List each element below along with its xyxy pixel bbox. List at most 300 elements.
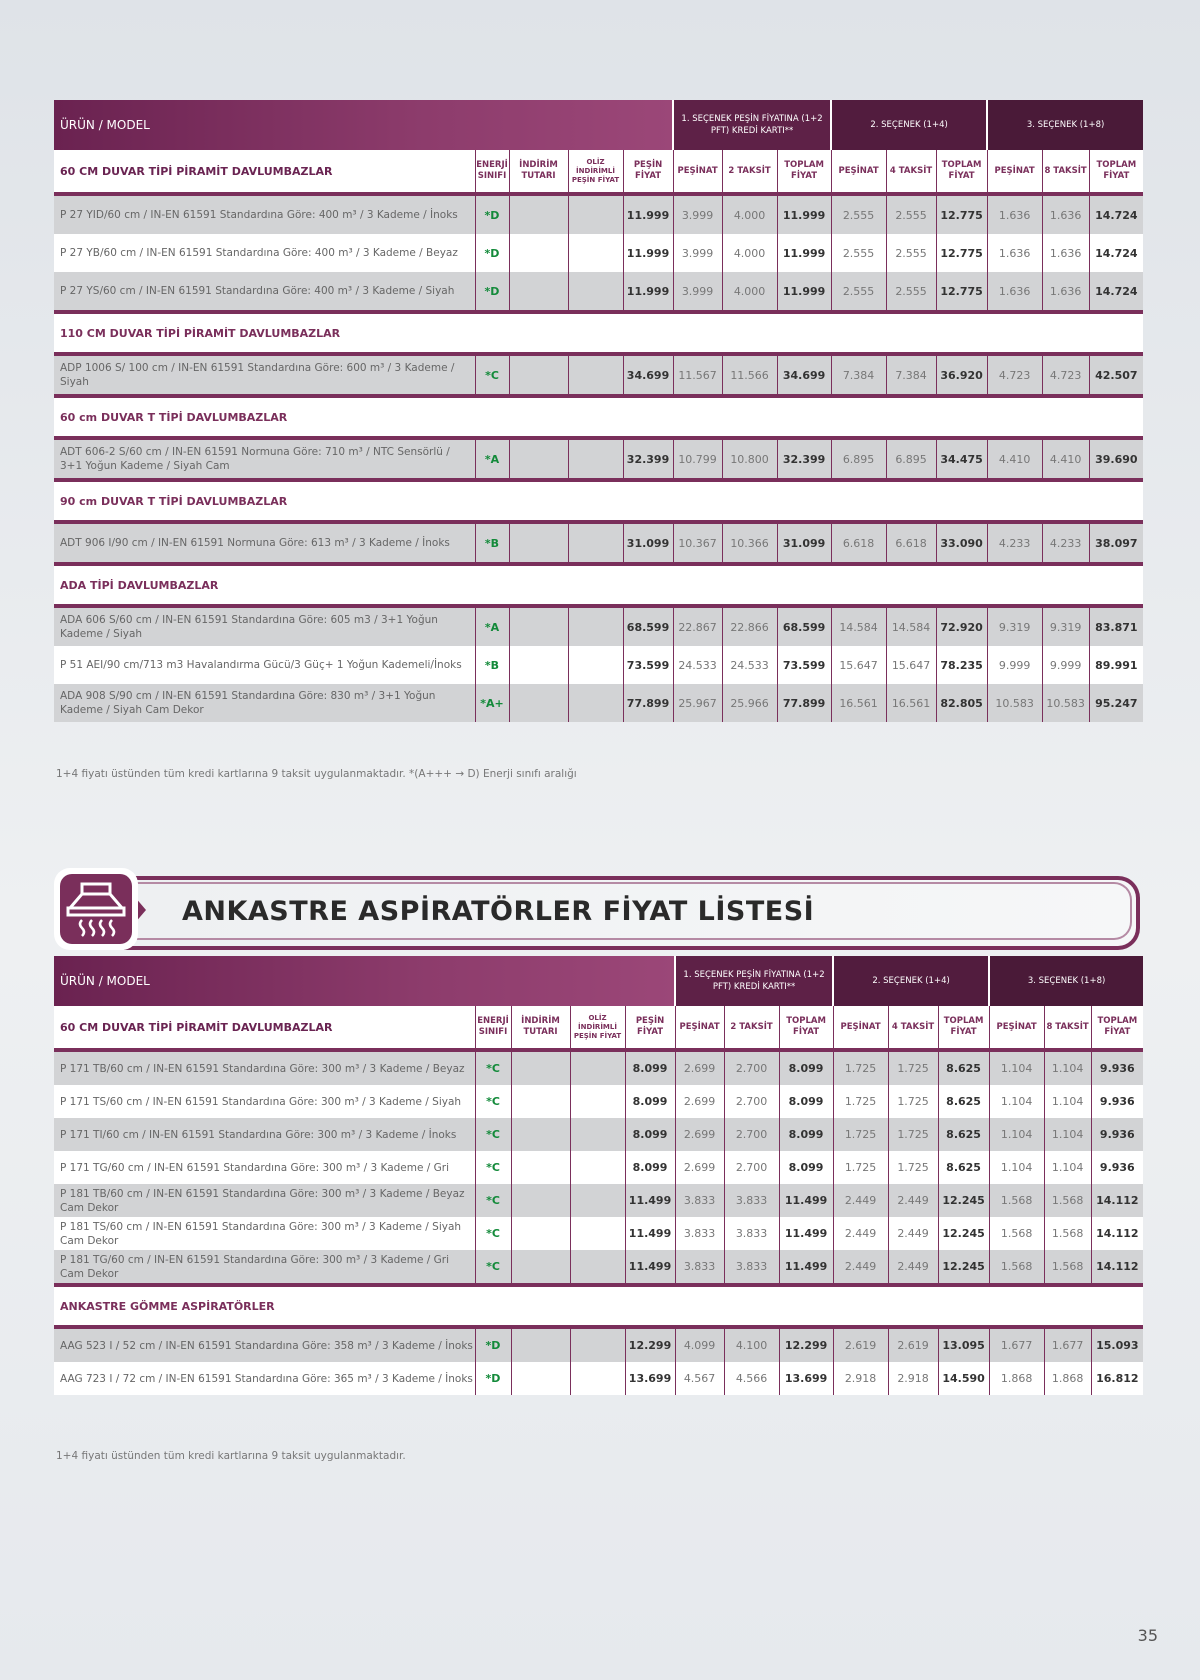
total-price-2: 72.920 xyxy=(936,606,987,646)
installment-2: 3.833 xyxy=(724,1217,779,1250)
down-payment-3: 4.410 xyxy=(987,438,1042,480)
total-price-1: 32.399 xyxy=(777,438,831,480)
header-option-2: 2. SEÇENEK (1+4) xyxy=(833,956,989,1006)
col-total-1: TOPLAM FİYAT xyxy=(779,1006,833,1050)
col-installment-2: 2 TAKSİT xyxy=(724,1006,779,1050)
discount-cell xyxy=(509,194,568,234)
total-price-2: 8.625 xyxy=(938,1151,989,1184)
down-payment-1: 3.999 xyxy=(673,234,722,272)
total-price-3: 9.936 xyxy=(1091,1118,1143,1151)
cash-price: 11.499 xyxy=(625,1250,675,1285)
down-payment-2: 6.618 xyxy=(831,522,886,564)
down-payment-2: 16.561 xyxy=(831,684,886,722)
down-payment-2: 14.584 xyxy=(831,606,886,646)
model-cell: ADT 606-2 S/60 cm / IN-EN 61591 Normuna Göre: 710 m³ / NTC Sensörlü / 3+1 Yoğun Kademe / Siyah Cam xyxy=(54,438,475,480)
cash-price: 77.899 xyxy=(623,684,673,722)
cash-price: 12.299 xyxy=(625,1327,675,1362)
installment-8: 9.319 xyxy=(1042,606,1089,646)
installment-8: 1.677 xyxy=(1044,1327,1091,1362)
down-payment-3: 1.677 xyxy=(989,1327,1044,1362)
model-cell: P 181 TS/60 cm / IN-EN 61591 Standardına Göre: 300 m³ / 3 Kademe / Siyah Cam Dekor xyxy=(54,1217,475,1250)
down-payment-3: 9.319 xyxy=(987,606,1042,646)
cash-price: 11.499 xyxy=(625,1217,675,1250)
section-title: 60 CM DUVAR TİPİ PİRAMİT DAVLUMBAZLAR xyxy=(54,150,475,194)
table-row xyxy=(54,1217,1143,1250)
model-cell: P 171 TB/60 cm / IN-EN 61591 Standardına Göre: 300 m³ / 3 Kademe / Beyaz xyxy=(54,1050,475,1085)
cash-price: 31.099 xyxy=(623,522,673,564)
table-row xyxy=(54,1327,1143,1362)
model-cell: AAG 723 I / 72 cm / IN-EN 61591 Standardına Göre: 365 m³ / 3 Kademe / İnoks xyxy=(54,1362,475,1395)
model-cell: ADP 1006 S/ 100 cm / IN-EN 61591 Standardına Göre: 600 m³ / 3 Kademe / Siyah xyxy=(54,354,475,396)
down-payment-2: 2.449 xyxy=(833,1184,888,1217)
table-row xyxy=(54,272,1143,312)
energy-class: *C xyxy=(475,354,509,396)
total-price-1: 8.099 xyxy=(779,1151,833,1184)
total-price-3: 9.936 xyxy=(1091,1151,1143,1184)
total-price-2: 14.590 xyxy=(938,1362,989,1395)
down-payment-1: 2.699 xyxy=(675,1118,724,1151)
col-discount: İNDİRİM TUTARI xyxy=(511,1006,570,1050)
col-down-1: PEŞİNAT xyxy=(673,150,722,194)
total-price-3: 14.724 xyxy=(1089,194,1143,234)
installment-2: 11.566 xyxy=(722,354,777,396)
model-cell: P 27 YS/60 cm / IN-EN 61591 Standardına Göre: 400 m³ / 3 Kademe / Siyah xyxy=(54,272,475,312)
down-payment-2: 1.725 xyxy=(833,1085,888,1118)
col-down-3: PEŞİNAT xyxy=(987,150,1042,194)
down-payment-3: 4.233 xyxy=(987,522,1042,564)
installment-2: 2.700 xyxy=(724,1151,779,1184)
model-cell: ADA 606 S/60 cm / IN-EN 61591 Standardına Göre: 605 m3 / 3+1 Yoğun Kademe / Siyah xyxy=(54,606,475,646)
section-row xyxy=(54,564,1143,606)
down-payment-2: 1.725 xyxy=(833,1050,888,1085)
down-payment-1: 25.967 xyxy=(673,684,722,722)
cash-price: 8.099 xyxy=(625,1085,675,1118)
total-price-3: 15.093 xyxy=(1091,1327,1143,1362)
installment-8: 1.104 xyxy=(1044,1118,1091,1151)
down-payment-2: 2.449 xyxy=(833,1250,888,1285)
section-title: 60 cm DUVAR T TİPİ DAVLUMBAZLAR xyxy=(54,396,1143,438)
col-energy: ENERJİ SINIFI xyxy=(475,1006,511,1050)
col-total-2: TOPLAM FİYAT xyxy=(936,150,987,194)
model-cell: P 171 TG/60 cm / IN-EN 61591 Standardına Göre: 300 m³ / 3 Kademe / Gri xyxy=(54,1151,475,1184)
column-header-row xyxy=(54,150,1143,194)
installment-4: 2.555 xyxy=(886,234,936,272)
installment-8: 1.636 xyxy=(1042,234,1089,272)
table-row xyxy=(54,522,1143,564)
installment-8: 1.568 xyxy=(1044,1184,1091,1217)
installment-2: 10.366 xyxy=(722,522,777,564)
installment-2: 2.700 xyxy=(724,1050,779,1085)
header-option-1: 1. SEÇENEK PEŞİN FİYATINA (1+2 PFT) KREDİ KARTI** xyxy=(675,956,833,1006)
col-cash: PEŞİN FİYAT xyxy=(623,150,673,194)
model-cell: P 27 YID/60 cm / IN-EN 61591 Standardına Göre: 400 m³ / 3 Kademe / İnoks xyxy=(54,194,475,234)
oliz-cell xyxy=(568,234,623,272)
energy-class: *B xyxy=(475,522,509,564)
total-price-3: 9.936 xyxy=(1091,1085,1143,1118)
down-payment-3: 1.104 xyxy=(989,1151,1044,1184)
installment-4: 1.725 xyxy=(888,1085,938,1118)
down-payment-3: 1.636 xyxy=(987,194,1042,234)
cash-price: 11.999 xyxy=(623,272,673,312)
installment-2: 2.700 xyxy=(724,1118,779,1151)
installment-4: 14.584 xyxy=(886,606,936,646)
discount-cell xyxy=(511,1151,570,1184)
total-price-2: 12.775 xyxy=(936,272,987,312)
total-price-2: 33.090 xyxy=(936,522,987,564)
header-model: ÜRÜN / MODEL xyxy=(54,100,673,150)
down-payment-2: 7.384 xyxy=(831,354,886,396)
col-installment-8: 8 TAKSİT xyxy=(1042,150,1089,194)
total-price-2: 82.805 xyxy=(936,684,987,722)
discount-cell xyxy=(511,1362,570,1395)
col-down-2: PEŞİNAT xyxy=(833,1006,888,1050)
column-header-row xyxy=(54,1006,1143,1050)
total-price-1: 12.299 xyxy=(779,1327,833,1362)
total-price-3: 42.507 xyxy=(1089,354,1143,396)
installment-8: 1.104 xyxy=(1044,1151,1091,1184)
total-price-1: 31.099 xyxy=(777,522,831,564)
installment-2: 4.000 xyxy=(722,234,777,272)
table-row xyxy=(54,354,1143,396)
installment-8: 4.410 xyxy=(1042,438,1089,480)
section-title: 60 CM DUVAR TİPİ PİRAMİT DAVLUMBAZLAR xyxy=(54,1006,475,1050)
oliz-cell xyxy=(570,1217,625,1250)
header-option-3: 3. SEÇENEK (1+8) xyxy=(989,956,1143,1006)
table-row xyxy=(54,1118,1143,1151)
oliz-cell xyxy=(570,1327,625,1362)
page-number: 35 xyxy=(1137,1626,1158,1645)
table-row xyxy=(54,1151,1143,1184)
total-price-2: 12.775 xyxy=(936,234,987,272)
discount-cell xyxy=(509,522,568,564)
installment-4: 7.384 xyxy=(886,354,936,396)
total-price-3: 14.112 xyxy=(1091,1217,1143,1250)
energy-class: *C xyxy=(475,1184,511,1217)
down-payment-3: 1.868 xyxy=(989,1362,1044,1395)
section-title: ADA TİPİ DAVLUMBAZLAR xyxy=(54,564,1143,606)
oliz-cell xyxy=(570,1151,625,1184)
section-title: 90 cm DUVAR T TİPİ DAVLUMBAZLAR xyxy=(54,480,1143,522)
down-payment-1: 2.699 xyxy=(675,1050,724,1085)
installment-4: 2.918 xyxy=(888,1362,938,1395)
energy-class: *C xyxy=(475,1118,511,1151)
total-price-3: 39.690 xyxy=(1089,438,1143,480)
total-price-2: 12.775 xyxy=(936,194,987,234)
model-cell: P 27 YB/60 cm / IN-EN 61591 Standardına Göre: 400 m³ / 3 Kademe / Beyaz xyxy=(54,234,475,272)
header-model: ÜRÜN / MODEL xyxy=(54,956,675,1006)
installment-2: 4.000 xyxy=(722,272,777,312)
energy-class: *C xyxy=(475,1050,511,1085)
top-footnote: 1+4 fiyatı üstünden tüm kredi kartlarına 9 taksit uygulanmaktadır. *(A+++ → D) Enerji sınıfı aralığı xyxy=(56,768,577,780)
installment-4: 1.725 xyxy=(888,1151,938,1184)
col-down-2: PEŞİNAT xyxy=(831,150,886,194)
down-payment-3: 1.636 xyxy=(987,234,1042,272)
discount-cell xyxy=(509,272,568,312)
discount-cell xyxy=(511,1184,570,1217)
installment-8: 1.868 xyxy=(1044,1362,1091,1395)
total-price-1: 8.099 xyxy=(779,1118,833,1151)
oliz-cell xyxy=(568,684,623,722)
total-price-1: 11.499 xyxy=(779,1184,833,1217)
down-payment-1: 3.999 xyxy=(673,272,722,312)
section-title: 110 CM DUVAR TİPİ PİRAMİT DAVLUMBAZLAR xyxy=(54,312,1143,354)
model-cell: ADT 906 I/90 cm / IN-EN 61591 Normuna Göre: 613 m³ / 3 Kademe / İnoks xyxy=(54,522,475,564)
down-payment-2: 15.647 xyxy=(831,646,886,684)
total-price-1: 11.499 xyxy=(779,1250,833,1285)
table-row xyxy=(54,684,1143,722)
top-price-table xyxy=(54,100,1143,722)
cash-price: 34.699 xyxy=(623,354,673,396)
cash-price: 8.099 xyxy=(625,1151,675,1184)
down-payment-3: 9.999 xyxy=(987,646,1042,684)
total-price-3: 83.871 xyxy=(1089,606,1143,646)
down-payment-1: 4.567 xyxy=(675,1362,724,1395)
oliz-cell xyxy=(570,1050,625,1085)
bottom-price-table xyxy=(54,956,1143,1395)
col-installment-2: 2 TAKSİT xyxy=(722,150,777,194)
down-payment-2: 1.725 xyxy=(833,1151,888,1184)
model-cell: P 51 AEI/90 cm/713 m3 Havalandırma Gücü/3 Güç+ 1 Yoğun Kademeli/İnoks xyxy=(54,646,475,684)
energy-class: *B xyxy=(475,646,509,684)
down-payment-1: 2.699 xyxy=(675,1151,724,1184)
col-total-1: TOPLAM FİYAT xyxy=(777,150,831,194)
section-row xyxy=(54,480,1143,522)
top-price-table-block xyxy=(54,100,1143,722)
model-cell: AAG 523 I / 52 cm / IN-EN 61591 Standardına Göre: 358 m³ / 3 Kademe / İnoks xyxy=(54,1327,475,1362)
col-oliz: OLİZ İNDİRİMLİ PEŞİN FİYAT xyxy=(570,1006,625,1050)
total-price-3: 14.724 xyxy=(1089,272,1143,312)
oliz-cell xyxy=(568,272,623,312)
model-cell: ADA 908 S/90 cm / IN-EN 61591 Standardına Göre: 830 m³ / 3+1 Yoğun Kademe / Siyah Cam Dekor xyxy=(54,684,475,722)
installment-8: 9.999 xyxy=(1042,646,1089,684)
oliz-cell xyxy=(570,1118,625,1151)
installment-4: 1.725 xyxy=(888,1118,938,1151)
installment-8: 4.233 xyxy=(1042,522,1089,564)
col-installment-8: 8 TAKSİT xyxy=(1044,1006,1091,1050)
energy-class: *C xyxy=(475,1217,511,1250)
installment-4: 2.449 xyxy=(888,1250,938,1285)
total-price-1: 13.699 xyxy=(779,1362,833,1395)
energy-class: *D xyxy=(475,234,509,272)
discount-cell xyxy=(509,646,568,684)
model-cell: P 181 TB/60 cm / IN-EN 61591 Standardına Göre: 300 m³ / 3 Kademe / Beyaz Cam Dekor xyxy=(54,1184,475,1217)
col-down-3: PEŞİNAT xyxy=(989,1006,1044,1050)
table-row xyxy=(54,1250,1143,1285)
down-payment-2: 2.449 xyxy=(833,1217,888,1250)
col-installment-4: 4 TAKSİT xyxy=(888,1006,938,1050)
table-header-bar xyxy=(54,100,1143,150)
energy-class: *A xyxy=(475,606,509,646)
installment-8: 1.104 xyxy=(1044,1085,1091,1118)
total-price-1: 77.899 xyxy=(777,684,831,722)
discount-cell xyxy=(509,684,568,722)
total-price-3: 89.991 xyxy=(1089,646,1143,684)
down-payment-3: 4.723 xyxy=(987,354,1042,396)
installment-4: 2.555 xyxy=(886,194,936,234)
installment-4: 6.618 xyxy=(886,522,936,564)
installment-4: 15.647 xyxy=(886,646,936,684)
table-row xyxy=(54,234,1143,272)
total-price-1: 34.699 xyxy=(777,354,831,396)
energy-class: *A+ xyxy=(475,684,509,722)
installment-4: 2.449 xyxy=(888,1217,938,1250)
oliz-cell xyxy=(570,1085,625,1118)
down-payment-1: 2.699 xyxy=(675,1085,724,1118)
installment-8: 1.636 xyxy=(1042,272,1089,312)
down-payment-1: 11.567 xyxy=(673,354,722,396)
total-price-3: 38.097 xyxy=(1089,522,1143,564)
header-option-3: 3. SEÇENEK (1+8) xyxy=(987,100,1143,150)
energy-class: *D xyxy=(475,1362,511,1395)
discount-cell xyxy=(509,234,568,272)
energy-class: *C xyxy=(475,1250,511,1285)
installment-8: 1.104 xyxy=(1044,1050,1091,1085)
total-price-3: 14.112 xyxy=(1091,1250,1143,1285)
installment-2: 3.833 xyxy=(724,1250,779,1285)
down-payment-3: 1.568 xyxy=(989,1250,1044,1285)
bottom-footnote: 1+4 fiyatı üstünden tüm kredi kartlarına 9 taksit uygulanmaktadır. xyxy=(56,1450,406,1462)
down-payment-1: 24.533 xyxy=(673,646,722,684)
installment-2: 4.000 xyxy=(722,194,777,234)
installment-4: 16.561 xyxy=(886,684,936,722)
down-payment-1: 3.999 xyxy=(673,194,722,234)
installment-8: 1.568 xyxy=(1044,1250,1091,1285)
installment-2: 4.566 xyxy=(724,1362,779,1395)
col-discount: İNDİRİM TUTARI xyxy=(509,150,568,194)
total-price-3: 14.724 xyxy=(1089,234,1143,272)
total-price-3: 9.936 xyxy=(1091,1050,1143,1085)
table-row xyxy=(54,194,1143,234)
discount-cell xyxy=(511,1250,570,1285)
energy-class: *A xyxy=(475,438,509,480)
oliz-cell xyxy=(568,646,623,684)
total-price-2: 12.245 xyxy=(938,1184,989,1217)
discount-cell xyxy=(509,606,568,646)
down-payment-3: 1.568 xyxy=(989,1217,1044,1250)
discount-cell xyxy=(509,438,568,480)
installment-2: 25.966 xyxy=(722,684,777,722)
range-hood-icon xyxy=(60,874,132,944)
cash-price: 11.999 xyxy=(623,194,673,234)
total-price-1: 68.599 xyxy=(777,606,831,646)
oliz-cell xyxy=(568,354,623,396)
installment-2: 10.800 xyxy=(722,438,777,480)
installment-4: 2.449 xyxy=(888,1184,938,1217)
total-price-2: 12.245 xyxy=(938,1217,989,1250)
oliz-cell xyxy=(570,1250,625,1285)
down-payment-1: 3.833 xyxy=(675,1184,724,1217)
section-row xyxy=(54,1285,1143,1327)
down-payment-1: 10.367 xyxy=(673,522,722,564)
model-cell: P 171 TI/60 cm / IN-EN 61591 Standardına Göre: 300 m³ / 3 Kademe / İnoks xyxy=(54,1118,475,1151)
installment-4: 2.619 xyxy=(888,1327,938,1362)
total-price-1: 11.999 xyxy=(777,234,831,272)
table-row xyxy=(54,1085,1143,1118)
total-price-1: 11.499 xyxy=(779,1217,833,1250)
total-price-1: 8.099 xyxy=(779,1050,833,1085)
down-payment-2: 2.918 xyxy=(833,1362,888,1395)
oliz-cell xyxy=(568,606,623,646)
installment-8: 1.568 xyxy=(1044,1217,1091,1250)
down-payment-2: 2.555 xyxy=(831,194,886,234)
oliz-cell xyxy=(568,522,623,564)
col-energy: ENERJİ SINIFI xyxy=(475,150,509,194)
col-total-3: TOPLAM FİYAT xyxy=(1091,1006,1143,1050)
installment-8: 4.723 xyxy=(1042,354,1089,396)
cash-price: 11.999 xyxy=(623,234,673,272)
table-row xyxy=(54,646,1143,684)
total-price-1: 73.599 xyxy=(777,646,831,684)
col-total-3: TOPLAM FİYAT xyxy=(1089,150,1143,194)
down-payment-1: 4.099 xyxy=(675,1327,724,1362)
total-price-3: 16.812 xyxy=(1091,1362,1143,1395)
energy-class: *D xyxy=(475,272,509,312)
down-payment-1: 22.867 xyxy=(673,606,722,646)
total-price-2: 13.095 xyxy=(938,1327,989,1362)
down-payment-2: 2.619 xyxy=(833,1327,888,1362)
section-row xyxy=(54,312,1143,354)
oliz-cell xyxy=(570,1184,625,1217)
down-payment-2: 2.555 xyxy=(831,272,886,312)
discount-cell xyxy=(511,1085,570,1118)
col-total-2: TOPLAM FİYAT xyxy=(938,1006,989,1050)
installment-8: 1.636 xyxy=(1042,194,1089,234)
down-payment-3: 1.568 xyxy=(989,1184,1044,1217)
total-price-1: 8.099 xyxy=(779,1085,833,1118)
bottom-price-table-block xyxy=(54,956,1143,1395)
cash-price: 11.499 xyxy=(625,1184,675,1217)
header-option-1: 1. SEÇENEK PEŞİN FİYATINA (1+2 PFT) KREDİ KARTI** xyxy=(673,100,831,150)
total-price-1: 11.999 xyxy=(777,272,831,312)
cash-price: 13.699 xyxy=(625,1362,675,1395)
model-cell: P 181 TG/60 cm / IN-EN 61591 Standardına Göre: 300 m³ / 3 Kademe / Gri Cam Dekor xyxy=(54,1250,475,1285)
discount-cell xyxy=(511,1050,570,1085)
installment-2: 2.700 xyxy=(724,1085,779,1118)
installment-8: 10.583 xyxy=(1042,684,1089,722)
oliz-cell xyxy=(570,1362,625,1395)
down-payment-3: 1.104 xyxy=(989,1085,1044,1118)
section-title: ANKASTRE GÖMME ASPİRATÖRLER xyxy=(54,1285,1143,1327)
oliz-cell xyxy=(568,194,623,234)
down-payment-1: 10.799 xyxy=(673,438,722,480)
total-price-2: 8.625 xyxy=(938,1085,989,1118)
oliz-cell xyxy=(568,438,623,480)
installment-2: 4.100 xyxy=(724,1327,779,1362)
installment-4: 2.555 xyxy=(886,272,936,312)
discount-cell xyxy=(511,1118,570,1151)
total-price-2: 78.235 xyxy=(936,646,987,684)
down-payment-3: 1.636 xyxy=(987,272,1042,312)
section-banner xyxy=(54,868,1148,948)
table-header-bar xyxy=(54,956,1143,1006)
total-price-3: 95.247 xyxy=(1089,684,1143,722)
down-payment-3: 10.583 xyxy=(987,684,1042,722)
energy-class: *D xyxy=(475,194,509,234)
table-row xyxy=(54,1362,1143,1395)
installment-4: 6.895 xyxy=(886,438,936,480)
cash-price: 32.399 xyxy=(623,438,673,480)
table-row xyxy=(54,1184,1143,1217)
energy-class: *D xyxy=(475,1327,511,1362)
cash-price: 8.099 xyxy=(625,1050,675,1085)
total-price-1: 11.999 xyxy=(777,194,831,234)
discount-cell xyxy=(511,1217,570,1250)
installment-4: 1.725 xyxy=(888,1050,938,1085)
total-price-2: 36.920 xyxy=(936,354,987,396)
model-cell: P 171 TS/60 cm / IN-EN 61591 Standardına Göre: 300 m³ / 3 Kademe / Siyah xyxy=(54,1085,475,1118)
table-row xyxy=(54,606,1143,646)
down-payment-3: 1.104 xyxy=(989,1118,1044,1151)
